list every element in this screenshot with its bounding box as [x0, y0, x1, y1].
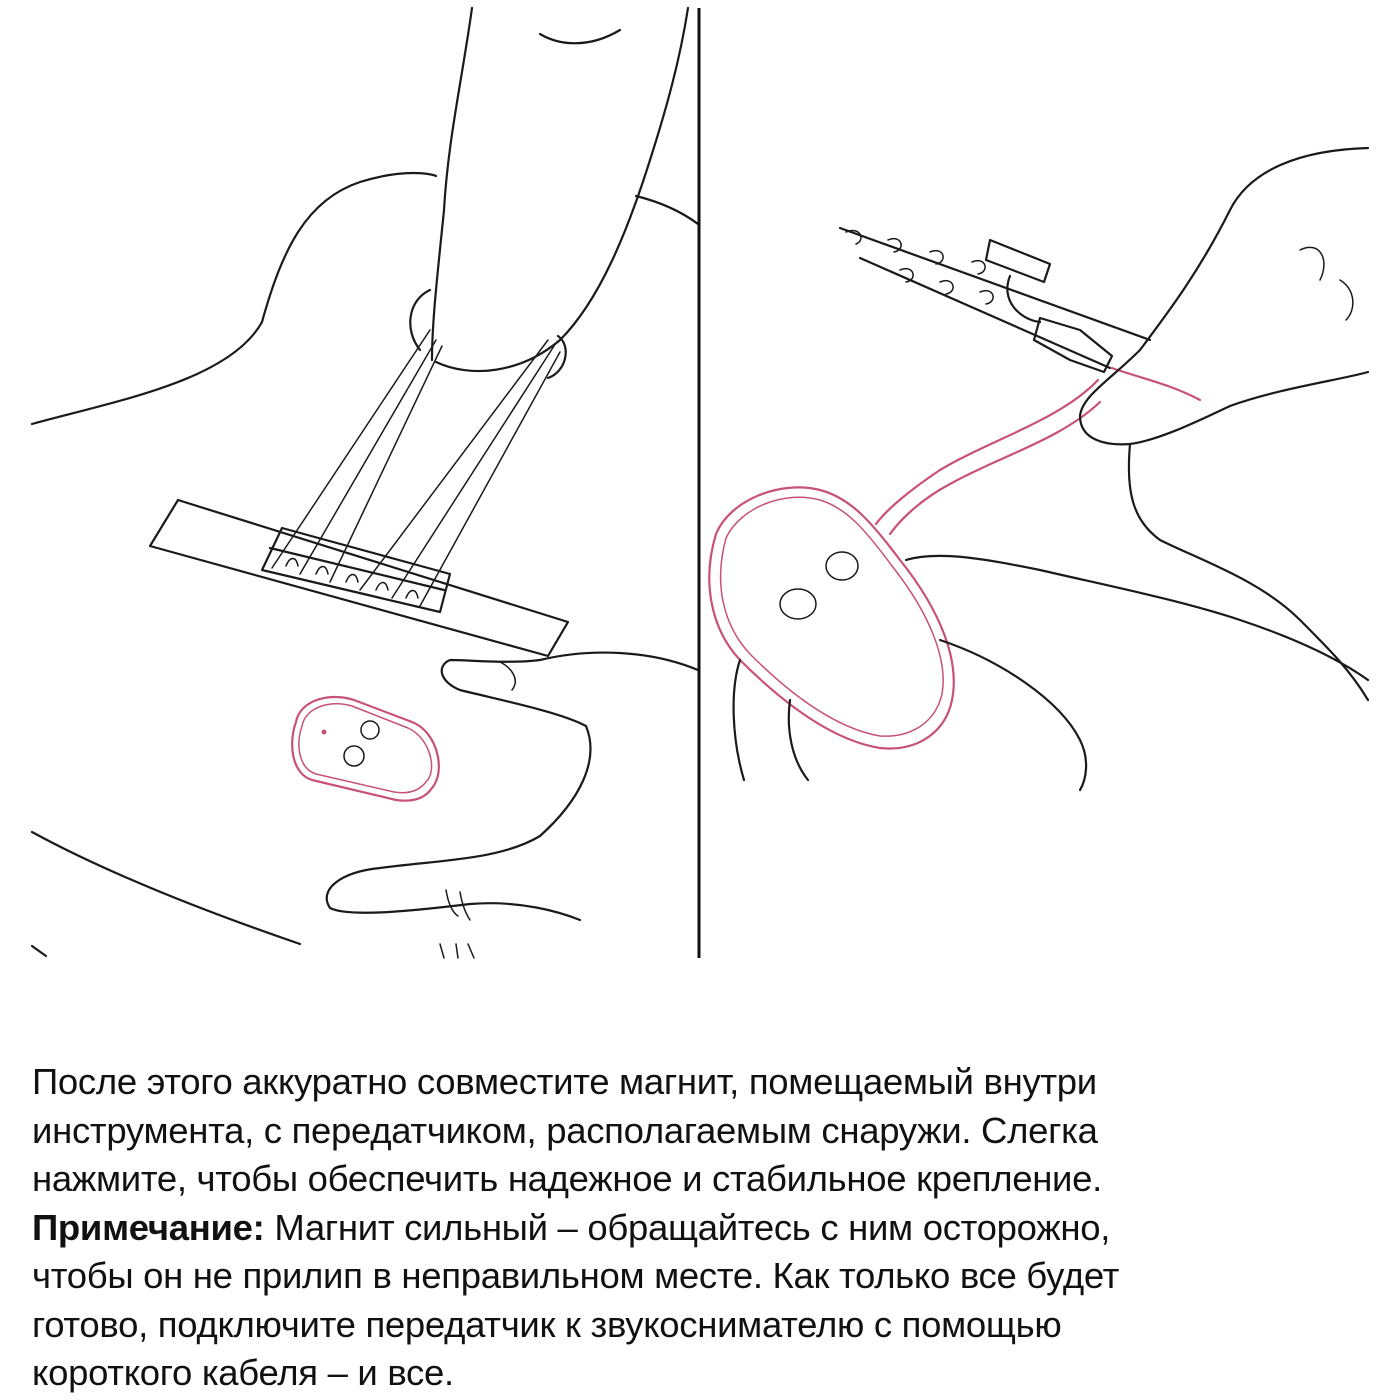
left-panel-magnet-placement — [32, 8, 698, 958]
cable-second — [890, 402, 1100, 534]
hand-outline — [327, 653, 698, 920]
transmitter-dot — [322, 730, 327, 735]
caption-line-2: инструмента, с передатчиком, располагаемым снаружи. Слегка — [32, 1109, 1098, 1151]
right-panel-cable-connection — [709, 148, 1368, 790]
transmitter-inner — [299, 704, 432, 793]
arm-outline-right — [436, 8, 688, 371]
guitar-bottom-edge — [32, 946, 46, 956]
large-transmitter-led-bottom — [780, 589, 816, 619]
guitar-lower-curve — [32, 832, 300, 944]
finger-creases — [1300, 247, 1353, 320]
arm-outline-left — [432, 8, 472, 360]
caption-line-1: После этого аккуратно совместите магнит, помещаемый внутри — [32, 1061, 1097, 1102]
instruction-caption — [32, 1058, 1372, 1398]
note-first-line: Магнит сильный – обращайтесь с ним осторожно, — [264, 1206, 1111, 1248]
guitar-bridge — [150, 500, 568, 656]
left-hand-fingers — [734, 640, 1086, 790]
guitar-body-right-edge — [636, 196, 698, 224]
arm-fold — [540, 30, 620, 43]
right-thumb — [1129, 444, 1368, 700]
transmitter-led-bottom — [344, 746, 364, 766]
transmitter-led-top — [361, 721, 379, 739]
note-label: Примечание: — [32, 1206, 265, 1248]
caption-line-3: нажмите, чтобы обеспечить надежное и стабильное крепление. — [32, 1158, 1102, 1199]
caption-line-5: чтобы он не прилип в неправильном месте. Как только все будет — [32, 1255, 1120, 1296]
hand-lower-marks — [440, 944, 474, 958]
caption-note-line — [32, 1204, 1372, 1253]
guitar-body-outline — [32, 173, 436, 424]
large-transmitter-inner — [721, 497, 944, 736]
large-transmitter-led-top — [826, 552, 858, 580]
guitar-end-strip — [840, 228, 1150, 368]
endpin-jack — [986, 240, 1050, 322]
large-transmitter-outer — [709, 487, 953, 748]
caption-line-7: короткого кабеля – и все. — [32, 1352, 454, 1393]
right-hand-outline — [1080, 148, 1368, 444]
caption-line-6: готово, подключите передатчик к звукоснимателю с помощью — [32, 1303, 1062, 1345]
